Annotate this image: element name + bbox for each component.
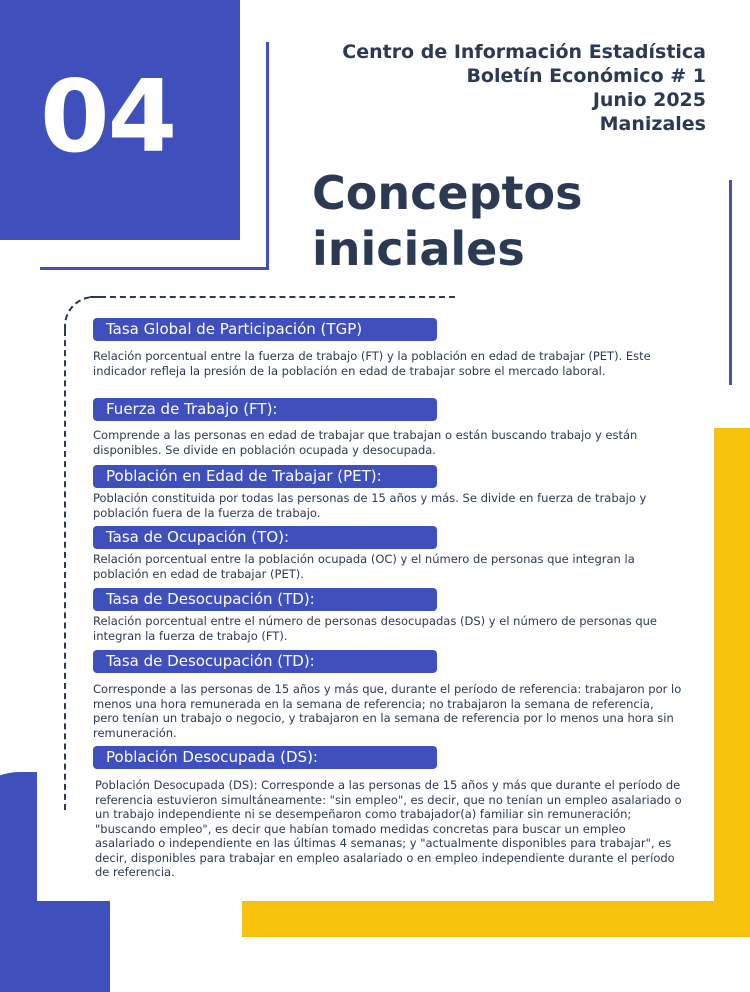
- concept-definition: Comprende a las personas en edad de trabajar que trabajan o están buscando trabajo y están disponibles. Se divide en población ocupada y desocupada.: [93, 428, 638, 457]
- page-title: [312, 165, 582, 277]
- dashed-border-left: [64, 330, 66, 810]
- concept-term: Tasa de Desocupación (TD):: [93, 588, 437, 611]
- bulletin-date: Junio 2025: [592, 89, 706, 111]
- bulletin-city: Manizales: [599, 113, 706, 135]
- concept-definition: Corresponde a las personas de 15 años y más que, durante el período de referencia: trabajaron por lo menos una hora remunerada en la semana de referencia; no trabajaron la semana de referencia, pero tenían un trabajo o negocio, y trabajaron en la semana de referencia por lo menos una hora sin remuneración.: [93, 682, 682, 740]
- dashed-border-top: [90, 296, 455, 298]
- frame-vertical-line: [266, 42, 269, 270]
- concept-item: [93, 318, 683, 378]
- concept-term: Fuerza de Trabajo (FT):: [93, 398, 437, 421]
- concept-item: [93, 398, 683, 457]
- concept-definition: Relación porcentual entre el número de personas desocupadas (DS) y el número de personas que integran la fuerza de trabajo (FT).: [93, 614, 658, 643]
- organization-name: Centro de Información Estadística: [342, 41, 706, 63]
- concept-item: [93, 746, 685, 880]
- concept-term: Población en Edad de Trabajar (PET):: [93, 465, 437, 488]
- publication-info: [342, 40, 706, 136]
- frame-horizontal-line: [40, 267, 269, 270]
- concept-term: Tasa de Ocupación (TO):: [93, 526, 437, 549]
- bulletin-name: Boletín Económico # 1: [466, 65, 706, 87]
- page-title-line-1: Conceptos: [312, 166, 583, 220]
- concept-term: Tasa Global de Participación (TGP): [93, 318, 437, 341]
- concept-item: [93, 526, 683, 581]
- concept-item: [93, 465, 683, 520]
- concept-definition: Población constituida por todas las personas de 15 años y más. Se divide en fuerza de trabajo y población fuera de la fuerza de trabajo.: [93, 491, 647, 520]
- concept-definition: Relación porcentual entre la fuerza de trabajo (FT) y la población en edad de trabajar (PET). Este indicador refleja la presión de la población en edad de trabajar sobre el mercado laboral.: [93, 349, 651, 378]
- section-number: 04: [40, 58, 176, 175]
- right-accent-line: [729, 180, 732, 385]
- concept-term: Tasa de Desocupación (TD):: [93, 650, 437, 673]
- concept-definition: Relación porcentual entre la población ocupada (OC) y el número de personas que integran la población en edad de trabajar (PET).: [93, 552, 635, 581]
- concept-term: Población Desocupada (DS):: [93, 746, 437, 769]
- concept-item: [93, 650, 683, 740]
- page-title-line-2: iniciales: [312, 222, 525, 276]
- concept-item: [93, 588, 683, 643]
- concept-definition: Población Desocupada (DS): Corresponde a las personas de 15 años y más que durante el período de referencia estuvieron simultáneamente: "sin empleo", es decir, que no tenían un empleo asalariado o un trabajo independiente ni se desempeñaron como trabajador(a) familiar sin remuneración; "buscando empleo", es decir que habían tomado medidas concretas para buscar un empleo asalariado o independiente en las últimas 4 semanas; y "actualmente disponibles para trabajar", es decir, disponibles para trabajar en empleo asalariado o en empleo independiente durante el período de referencia.: [95, 778, 682, 879]
